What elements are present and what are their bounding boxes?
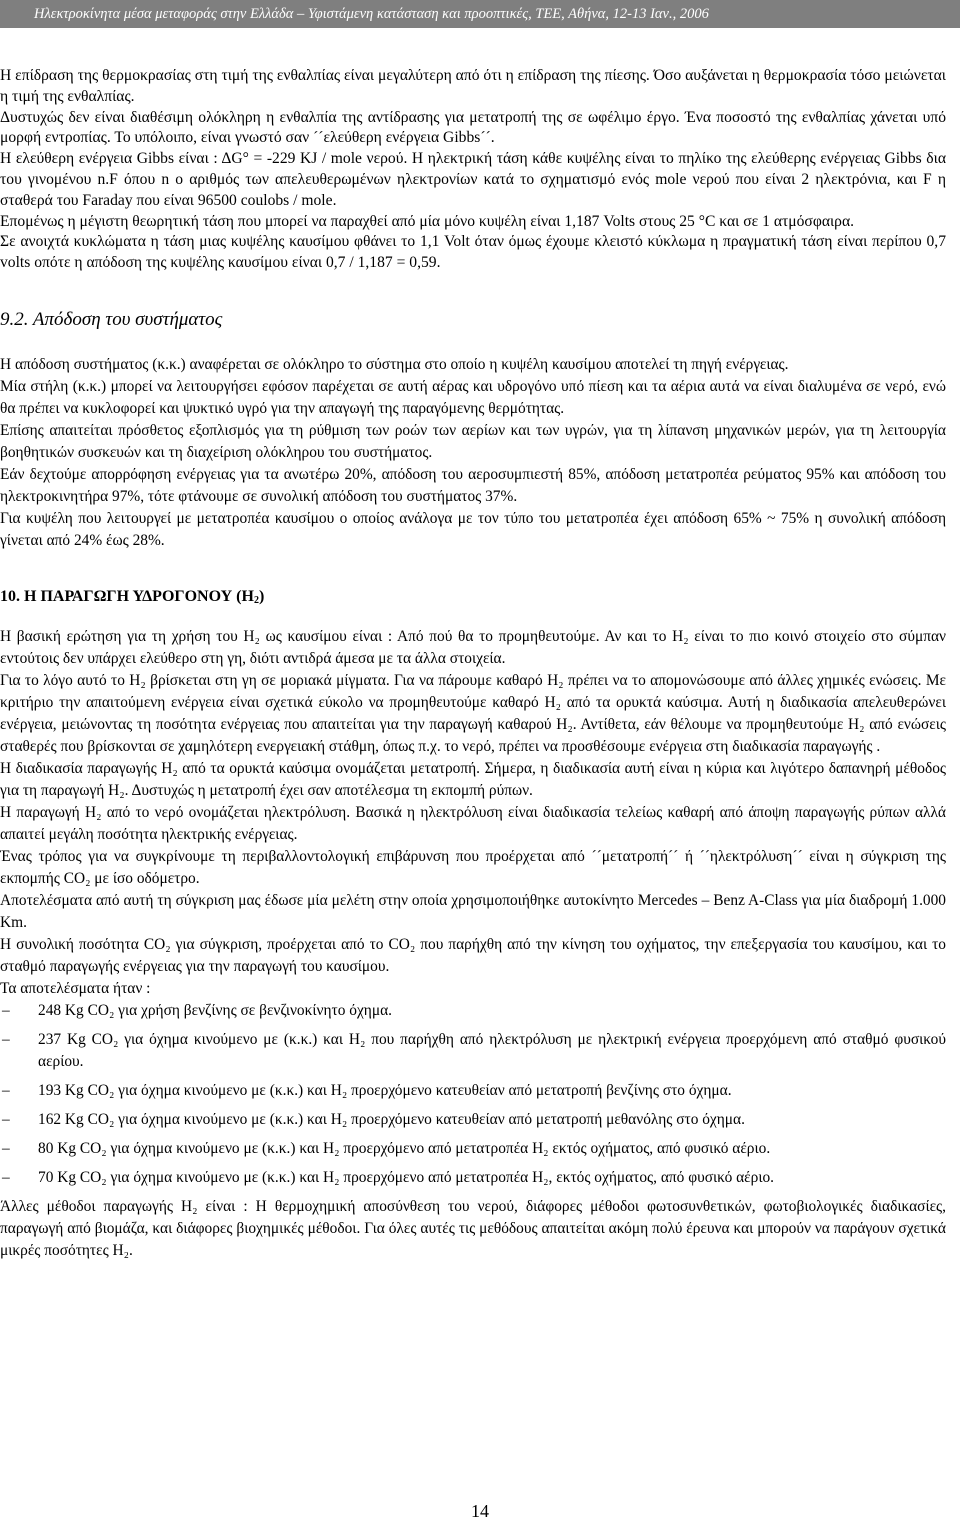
intro-paragraph-5: Σε ανοιχτά κυκλώματα η τάση μιας κυψέλης καυσίμου φθάνει το 1,1 Volt όταν όμως έχουμε κλειστό κύκλωμα η πραγματική τάση είναι περίπου 0,7 volts οπότε η απόδοση της κυψέλης καυσίμου είναι 0,7 / 1,187 = 0,59. bbox=[0, 233, 946, 272]
section-9-2-title: 9.2. Απόδοση του συστήματος bbox=[0, 308, 223, 330]
list-item: – 193 Kg CO₂ για όχημα κινούμενο με (κ.κ.) και Η₂ προερχόμενο κατευθείαν από μετατροπή βενζίνης στο όχημα. bbox=[0, 1080, 946, 1102]
list-item: – 237 Kg CO₂ για όχημα κινούμενο με (κ.κ.) και Η₂ που παρήχθη από ηλεκτρόλυση με ηλεκτρική ενέργεια προερχόμενη από σταθμό φυσικού αερίου. bbox=[2, 1030, 946, 1070]
intro-paragraph-4: Επομένως η μέγιστη θεωρητική τάση που μπορεί να παραχθεί από μία μόνο κυψέλη είναι 1,187 Volts στους 25 °C και σε 1 ατμόσφαιρα. bbox=[0, 212, 855, 230]
dash-bullet: – bbox=[2, 1081, 10, 1099]
list-item: – 70 Kg CO₂ για όχημα κινούμενο με (κ.κ.) και Η₂ προερχόμενο από μετατροπέα Η₂, εκτός οχήματος, από φυσικό αέριο. bbox=[0, 1167, 946, 1189]
dash-bullet: – bbox=[2, 1168, 10, 1186]
intro-paragraph-2: Δυστυχώς δεν είναι διαθέσιμη ολόκληρη η ενθαλπία της αντίδρασης για μετατροπή της σε ωφέλιμο έργο. Ένα ποσοστό της ενθαλπίας χάνεται υπό μορφή εντροπίας. Το υπόλοιπο, είναι γνωστό σαν ´´ελεύθερη ενέργεια Gibbs´´. bbox=[0, 108, 946, 147]
chapter-10-paragraph-7: Η συνολική ποσότητα CO₂ για σύγκριση, προέρχεται από το CO₂ που παρήχθη από την κίνηση του οχήματος, την επεξεργασία του καυσίμου, και το σταθμό παραγωγής ενέργειας για την παραγωγή του καυσίμου. bbox=[0, 935, 946, 975]
chapter-10-paragraph-6: Αποτελέσματα από αυτή τη σύγκριση μας έδωσε μία μελέτη στην οποία χρησιμοποιήθηκε αυτοκίνητο Mercedes – Benz A-Class για μία διαδρομή 1.000 Km. bbox=[0, 891, 946, 931]
section-9-2-paragraph-2: Μία στήλη (κ.κ.) μπορεί να λειτουργήσει εφόσον παρέχεται σε αυτή αέρας και υδρογόνο υπό πίεση και τα αέρια αυτά να είναι διαλυμένα σε νερό, ενώ θα πρέπει να κυκλοφορεί και ψυκτικό υγρό για την απαγωγή της παραγόμενης θερμότητας. bbox=[0, 377, 946, 417]
list-item: – 162 Kg CO₂ για όχημα κινούμενο με (κ.κ.) και Η₂ προερχόμενο κατευθείαν από μετατροπή μεθανόλης στο όχημα. bbox=[0, 1109, 946, 1131]
chapter-10-paragraph-4: Η παραγωγή Η₂ από το νερό ονομάζεται ηλεκτρόλυση. Βασικά η ηλεκτρόλυση είναι διαδικασία τελείως καθαρή από άποψη παραγωγής ρύπων αλλά απαιτεί μεγάλη ποσότητα ηλεκτρικής ενέργειας. bbox=[0, 803, 946, 843]
running-header: Ηλεκτροκίνητα μέσα μεταφοράς στην Ελλάδα – Υφιστάμενη κατάσταση και προοπτικές, ΤΕΕ, Αθήνα, 12-13 Ιαν., 2006 bbox=[0, 0, 960, 28]
page-number: 14 bbox=[471, 1501, 489, 1521]
chapter-10-title: 10. Η ΠΑΡΑΓΩΓΗ ΥΔΡΟΓΟΝΟΥ $(H_2)$ bbox=[0, 587, 265, 606]
page-body bbox=[0, 66, 946, 1262]
intro-paragraph-1: Η επίδραση της θερμοκρασίας στη τιμή της ενθαλπίας είναι μεγαλύτερη από ότι η επίδραση της πίεσης. Όσο αυξάνεται η θερμοκρασία τόσο μειώνεται η τιμή της ενθαλπίας. bbox=[0, 67, 946, 105]
dash-bullet: – bbox=[2, 1001, 10, 1019]
section-9-2-paragraph-1: Η απόδοση συστήματος (κ.κ.) αναφέρεται σε ολόκληρο το σύστημα στο οποίο η κυψέλη καυσίμου αποτελεί τη πηγή ενέργειας. bbox=[0, 355, 789, 373]
intro-paragraph-3: Η ελεύθερη ενέργεια Gibbs είναι : ΔG° = -229 KJ / mole νερού. Η ηλεκτρική τάση κάθε κυψέλης είναι το πηλίκο της ελεύθερης ενέργειας Gibbs δια του γινομένου n.F όπου n ο αριθμός των απελευθερωμένων ηλεκτρονίων κατά το σχηματισμό ενός mole νερού που είναι 2 ηλεκτρόνια, και F η σταθερά του Faraday που είναι 96500 coulobs / mole. bbox=[0, 150, 946, 209]
list-item: – 248 Kg CO₂ για χρήση βενζίνης σε βενζινοκίνητο όχημα. bbox=[0, 1000, 946, 1022]
dash-bullet: – bbox=[2, 1030, 10, 1048]
results-label: Τα αποτελέσματα ήταν : bbox=[0, 979, 151, 997]
chapter-10-paragraph-8: Άλλες μέθοδοι παραγωγής Η₂ είναι : Η θερμοχημική αποσύνθεση του νερού, διάφορες μέθοδοι φωτοσυνθετικών, φωτοβιολογικές διαδικασίες, παραγωγή από βιομάζα, και διάφορες βιοχημικές μέθοδοι. Για όλες αυτές τις μεθόδους απαιτείται ακόμη πολύ έρευνα και μπορούν να παράγουν σχετικά μικρές ποσότητες Η₂. bbox=[0, 1197, 946, 1259]
dash-bullet: – bbox=[2, 1139, 10, 1157]
section-9-2-paragraph-3: Επίσης απαιτείται πρόσθετος εξοπλισμός για τη ρύθμιση των ροών των αερίων και των υγρών, για τη λίπανση μηχανικών μερών, για τη λειτουργία βοηθητικών συσκευών και τη διαχείριση ολόκληρου του συστήματος. bbox=[0, 421, 946, 461]
chapter-10-paragraph-5: Ένας τρόπος για να συγκρίνουμε τη περιβαλλοντολογική επιβάρυνση που προέρχεται από ´´μετατροπή´´ ή ´´ηλεκτρόλυση´´ είναι η σύγκριση της εκπομπής CO₂ με ίσο οδόμετρο. bbox=[0, 847, 946, 887]
results-list bbox=[0, 1000, 946, 1189]
section-9-2-paragraph-4: Εάν δεχτούμε απορρόφηση ενέργειας για τα ανωτέρω 20%, απόδοση του αεροσυμπιεστή 85%, απόδοση μετατροπέα ρεύματος 95% και απόδοση του ηλεκτροκινητήρα 97%, τότε φτάνουμε σε συνολική απόδοση του συστήματος 37%. bbox=[0, 465, 946, 505]
dash-bullet: – bbox=[2, 1110, 10, 1128]
chapter-10-paragraph-1: Η βασική ερώτηση για τη χρήση του Η₂ ως καυσίμου είναι : Από πού θα το προμηθευτούμε. Αν και το Η₂ είναι το πιο κοινό στοιχείο στο σύμπαν εντούτοις δεν υπάρχει ελεύθερο στη γη, διότι αντιδρά άμεσα με τα άλλα στοιχεία. bbox=[0, 627, 946, 667]
chapter-10-paragraph-2: Για το λόγο αυτό το Η₂ βρίσκεται στη γη σε μοριακά μίγματα. Για να πάρουμε καθαρό Η₂ πρέπει να το απομονώσουμε από άλλες χημικές ενώσεις. Με κριτήριο την απαιτούμενη ενέργεια είναι σχετικά εύκολο να προμηθευτούμε καθαρό Η₂ από τα ορυκτά καύσιμα. Αυτή η διαδικασία απελευθερώνει ενέργεια, μειώνοντας τη ποσότητα ενέργειας που απαιτείται για την παραγωγή καθαρού Η₂. Αντίθετα, εάν θέλουμε να προμηθευτούμε Η₂ από ενώσεις σταθερές που βρίσκονται σε χαμηλότερη ενεργειακή στάθμη, όπως π.χ. το νερό, πρέπει να προσθέσουμε ενέργεια στη διαδικασία παραγωγής . bbox=[0, 671, 946, 755]
chapter-10-paragraph-3: Η διαδικασία παραγωγής Η₂ από τα ορυκτά καύσιμα ονομάζεται μετατροπή. Σήμερα, η διαδικασία αυτή είναι η κύρια και λιγότερο δαπανηρή μέθοδος για τη παραγωγή Η₂. Δυστυχώς η μετατροπή έχει σαν αποτέλεσμα τη εκπομπή ρύπων. bbox=[0, 759, 946, 799]
list-item: – 80 Kg CO₂ για όχημα κινούμενο με (κ.κ.) και Η₂ προερχόμενο από μετατροπέα Η₂ εκτός οχήματος, από φυσικό αέριο. bbox=[0, 1138, 946, 1160]
section-9-2-paragraph-5: Για κυψέλη που λειτουργεί με μετατροπέα καυσίμου ο οποίος ανάλογα με τον τύπο του μετατροπέα έχει απόδοση 65% ~ 75% η συνολική απόδοση γίνεται από 24% έως 28%. bbox=[0, 509, 946, 549]
